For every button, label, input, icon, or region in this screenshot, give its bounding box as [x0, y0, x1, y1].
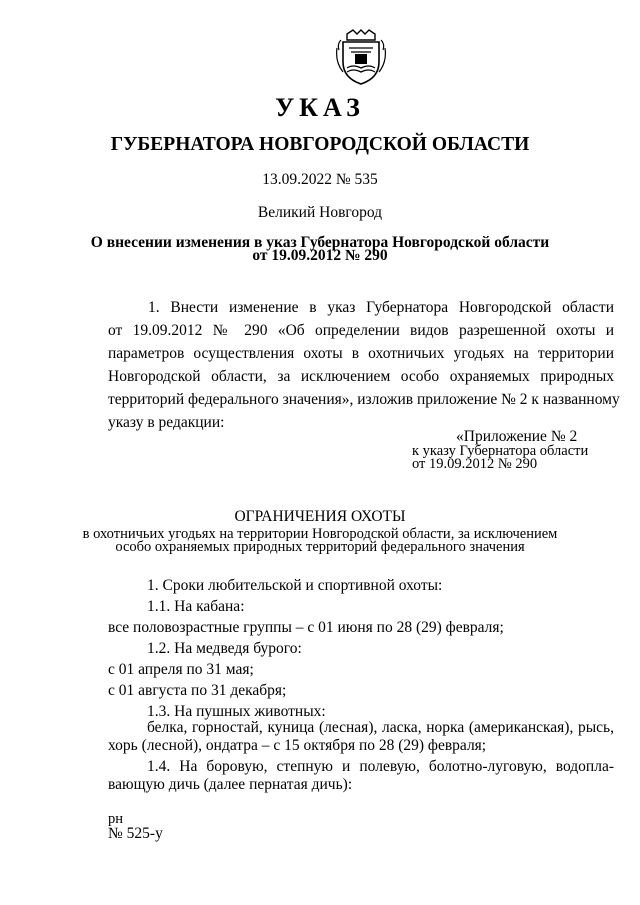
paragraph-1-line: 1. Внести изменение в указ Губернатора Новгородской области — [148, 299, 614, 316]
footer-number: № 525-у — [108, 825, 163, 842]
appendix-date: от 19.09.2012 № 290 — [412, 456, 538, 472]
document-title-line-2: от 19.09.2012 № 290 — [252, 247, 388, 264]
footer-initials: рн — [108, 811, 124, 827]
list-item: 1.1. На кабана: — [147, 598, 245, 615]
city-name: Великий Новгород — [257, 204, 383, 221]
date-number: 13.09.2022 № 535 — [262, 171, 378, 188]
list-item: 1. Сроки любительской и спортивной охоты: — [147, 577, 443, 594]
paragraph-1-line: Новгородской области, за исключением особо охраняемых природных — [108, 368, 614, 385]
list-item: хорь (лесной), ондатра – с 15 октября по 28 (29) февраля; — [108, 737, 487, 754]
list-item: 1.2. На медведя бурого: — [147, 640, 302, 657]
section-subtitle-line-2: особо охраняемых природных территорий федерального значения — [115, 539, 525, 555]
document-title-line-1: О внесении изменения в указ Губернатора Новгородской области — [90, 234, 550, 251]
paragraph-1-line: от 19.09.2012 № 290 «Об определении видов разрешенной охоты и — [108, 322, 614, 339]
list-item: с 01 апреля по 31 мая; — [108, 661, 254, 678]
paragraph-1-line: указу в редакции: — [108, 414, 225, 431]
list-item: 1.3. На пушных животных: — [147, 703, 326, 720]
section-title: ОГРАНИЧЕНИЯ ОХОТЫ — [234, 508, 406, 525]
appendix-reference: к указу Губернатора области — [412, 443, 589, 459]
list-item: 1.4. На боровую, степную и полевую, болотно-луговую, водопла- — [147, 758, 614, 775]
section-subtitle-line-1: в охотничьих угодьях на территории Новгородской области, за исключением — [82, 526, 558, 542]
paragraph-1-line: территорий федерального значения», изложив приложение № 2 к названному — [108, 391, 620, 408]
list-item: белка, горностай, куница (лесная), ласка, норка (американская), рысь, — [147, 719, 614, 736]
novgorod-coat-of-arms-icon — [333, 28, 389, 86]
list-item: все половозрастные группы – с 01 июня по 28 (29) февраля; — [108, 619, 504, 636]
paragraph-1-line: параметров осуществления охоты в охотничьих угодьях на территории — [108, 345, 614, 362]
list-item: вающую дичь (далее пернатая дичь): — [108, 776, 353, 793]
list-item: с 01 августа по 31 декабря; — [108, 682, 287, 699]
appendix-label: «Приложение № 2 — [456, 428, 578, 445]
document-type-heading: УКАЗ — [275, 93, 365, 122]
issuer-heading: ГУБЕРНАТОРА НОВГОРОДСКОЙ ОБЛАСТИ — [110, 134, 530, 155]
